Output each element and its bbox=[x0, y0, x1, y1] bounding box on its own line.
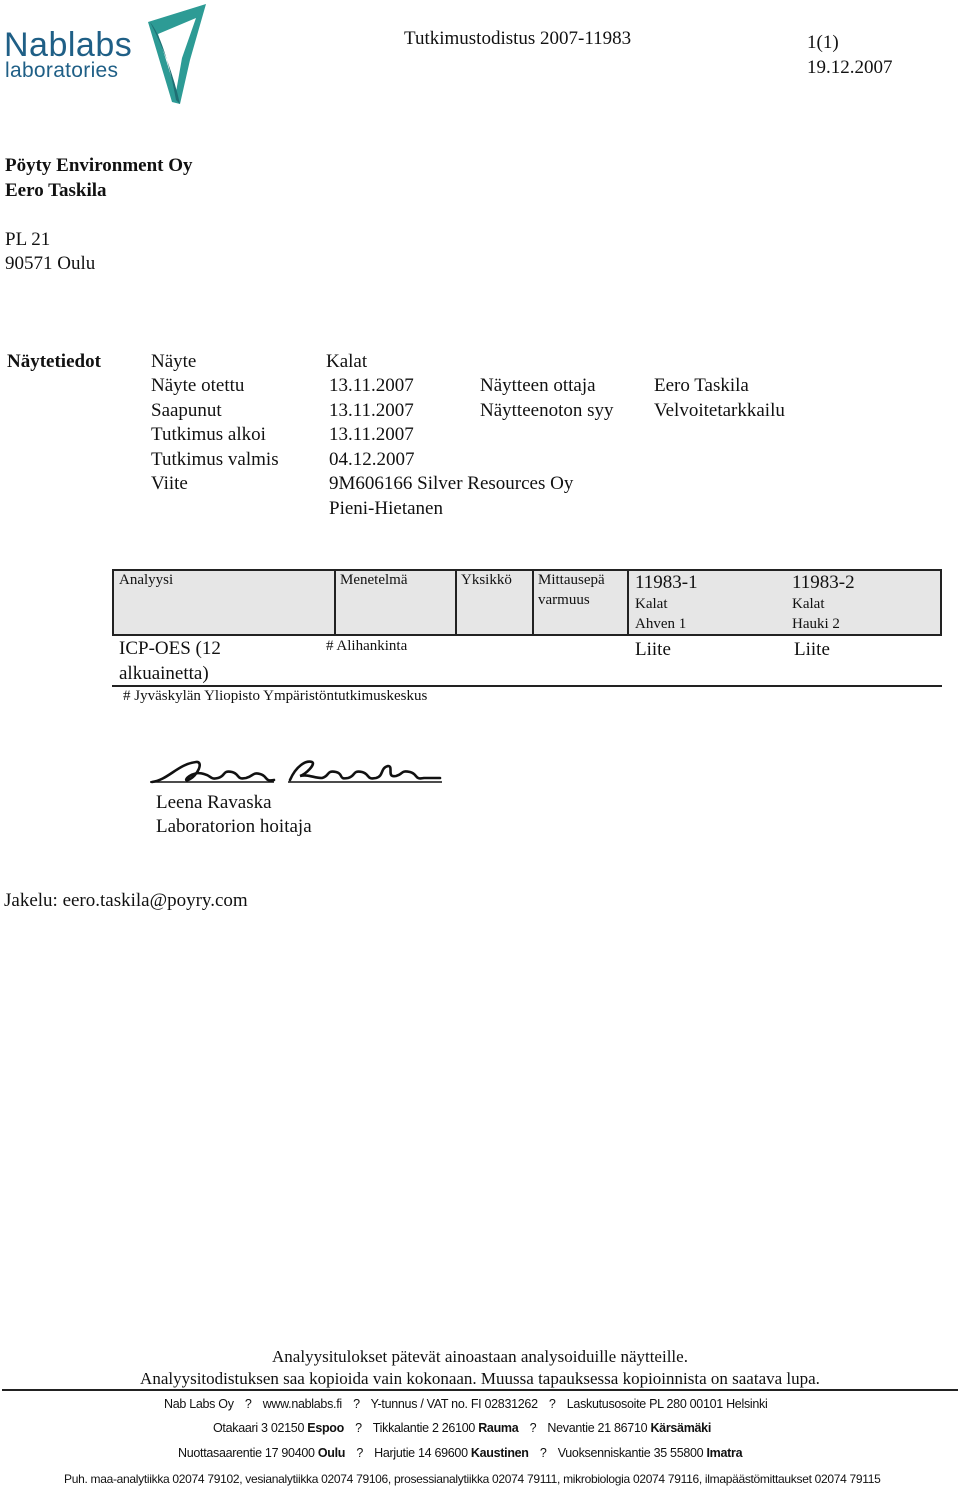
office-city: Rauma bbox=[478, 1421, 519, 1435]
sampling-reason-label: Näytteenoton syy bbox=[480, 400, 614, 421]
office-address: Tikkalantie 2 26100 bbox=[372, 1421, 479, 1435]
study-completed-value: 04.12.2007 bbox=[329, 449, 415, 470]
separator: ? bbox=[244, 1397, 252, 1411]
table-footnote: # Jyväskylän Yliopisto Ympäristöntutkimuskeskus bbox=[123, 688, 428, 704]
footer-line2 bbox=[213, 1421, 711, 1435]
sample1-name: Ahven 1 bbox=[635, 616, 687, 632]
reference-value-line2: Pieni-Hietanen bbox=[329, 498, 443, 519]
office-address: Nevantie 21 86710 bbox=[547, 1421, 651, 1435]
analysis-name-line2: alkuainetta) bbox=[119, 663, 209, 684]
col-header-unit: Yksikkö bbox=[461, 572, 512, 588]
column-divider bbox=[532, 569, 534, 636]
signer-title: Laboratorion hoitaja bbox=[156, 816, 312, 837]
report-title: Tutkimustodistus 2007-11983 bbox=[404, 28, 632, 49]
office-address: Harjutie 14 69600 bbox=[374, 1446, 471, 1460]
separator: ? bbox=[356, 1446, 363, 1460]
col-header-uncertainty-2: varmuus bbox=[538, 592, 590, 608]
separator: ? bbox=[548, 1397, 556, 1411]
study-completed-label: Tutkimus valmis bbox=[151, 449, 279, 470]
reference-value: 9M606166 Silver Resources Oy bbox=[329, 473, 574, 494]
col-header-analysis: Analyysi bbox=[119, 572, 174, 588]
sample2-result: Liite bbox=[794, 639, 830, 660]
analysis-name-line1: ICP-OES (12 bbox=[119, 638, 221, 659]
sampler-value: Eero Taskila bbox=[654, 375, 749, 396]
footer-phone-numbers: Puh. maa-analytiikka 02074 79102, vesianalytiikka 02074 79106, prosessianalytiikka 02074 79111, mikrobiologia 02074 79116, ilmapäästömittaukset 02074 79115 bbox=[64, 1472, 881, 1486]
column-divider bbox=[627, 569, 629, 636]
column-divider bbox=[455, 569, 457, 636]
separator: ? bbox=[353, 1397, 360, 1411]
sample2-type: Kalat bbox=[792, 596, 825, 612]
recipient-company: Pöyty Environment Oy bbox=[5, 155, 193, 176]
office-address: Nuottasaarentie 17 90400 bbox=[178, 1446, 318, 1460]
column-divider bbox=[334, 569, 336, 636]
separator: ? bbox=[529, 1421, 537, 1435]
office-address: Otakaari 3 02150 bbox=[213, 1421, 308, 1435]
footer-copy-note: Analyysitodistuksen saa kopioida vain kokonaan. Muussa tapauksessa kopioinnista on saatava lupa. bbox=[140, 1369, 820, 1388]
vat-number: Y-tunnus / VAT no. FI 02831262 bbox=[370, 1397, 538, 1411]
footer-validity-note: Analyysitulokset pätevät ainoastaan analysoiduille näytteille. bbox=[272, 1347, 688, 1366]
sampling-reason-value: Velvoitetarkkailu bbox=[654, 400, 785, 421]
logo-text-secondary: laboratories bbox=[5, 59, 119, 82]
company-name: Nab Labs Oy bbox=[164, 1397, 234, 1411]
page-number: 1(1) bbox=[807, 32, 839, 53]
company-logo bbox=[0, 0, 210, 108]
sample-info-heading: Näytetiedot bbox=[7, 351, 101, 372]
signer-name: Leena Ravaska bbox=[156, 792, 272, 813]
received-value: 13.11.2007 bbox=[329, 400, 414, 421]
sample2-name: Hauki 2 bbox=[792, 616, 840, 632]
billing-address: Laskutusosoite PL 280 00101 Helsinki bbox=[566, 1397, 768, 1411]
office-address: Vuoksenniskantie 35 55800 bbox=[557, 1446, 707, 1460]
website-link[interactable]: www.nablabs.fi bbox=[262, 1397, 342, 1411]
study-started-label: Tutkimus alkoi bbox=[151, 424, 266, 445]
footer-line1 bbox=[164, 1397, 767, 1411]
office-city: Kaustinen bbox=[470, 1446, 529, 1460]
col-header-uncertainty-1: Mittausepä bbox=[538, 572, 605, 588]
sample-label: Näyte bbox=[151, 351, 197, 372]
sampler-label: Näytteen ottaja bbox=[480, 375, 596, 396]
sampled-label: Näyte otettu bbox=[151, 375, 245, 396]
table-bottom-rule bbox=[112, 685, 942, 687]
sample2-id: 11983-2 bbox=[792, 572, 855, 593]
signature-graphic bbox=[148, 756, 448, 790]
office-city: Kärsämäki bbox=[650, 1421, 711, 1435]
sample1-type: Kalat bbox=[635, 596, 668, 612]
col-header-method: Menetelmä bbox=[340, 572, 408, 588]
office-city: Espoo bbox=[307, 1421, 344, 1435]
recipient-pobox: PL 21 bbox=[5, 229, 51, 250]
footer-rule bbox=[2, 1389, 958, 1391]
logo-text-primary: Nablabs bbox=[4, 26, 133, 64]
office-city: Oulu bbox=[317, 1446, 346, 1460]
sample1-id: 11983-1 bbox=[635, 572, 698, 593]
recipient-person: Eero Taskila bbox=[5, 180, 107, 201]
separator: ? bbox=[539, 1446, 547, 1460]
footer-line3 bbox=[178, 1446, 742, 1460]
study-started-value: 13.11.2007 bbox=[329, 424, 414, 445]
recipient-city: 90571 Oulu bbox=[5, 253, 96, 274]
office-city: Imatra bbox=[706, 1446, 743, 1460]
sample1-result: Liite bbox=[635, 639, 671, 660]
received-label: Saapunut bbox=[151, 400, 222, 421]
separator: ? bbox=[355, 1421, 362, 1435]
reference-label: Viite bbox=[151, 473, 188, 494]
sample-value: Kalat bbox=[326, 351, 368, 372]
report-date: 19.12.2007 bbox=[807, 57, 893, 78]
sampled-value: 13.11.2007 bbox=[329, 375, 414, 396]
distribution-line: Jakelu: eero.taskila@poyry.com bbox=[4, 890, 248, 911]
analysis-method: # Alihankinta bbox=[326, 638, 408, 654]
